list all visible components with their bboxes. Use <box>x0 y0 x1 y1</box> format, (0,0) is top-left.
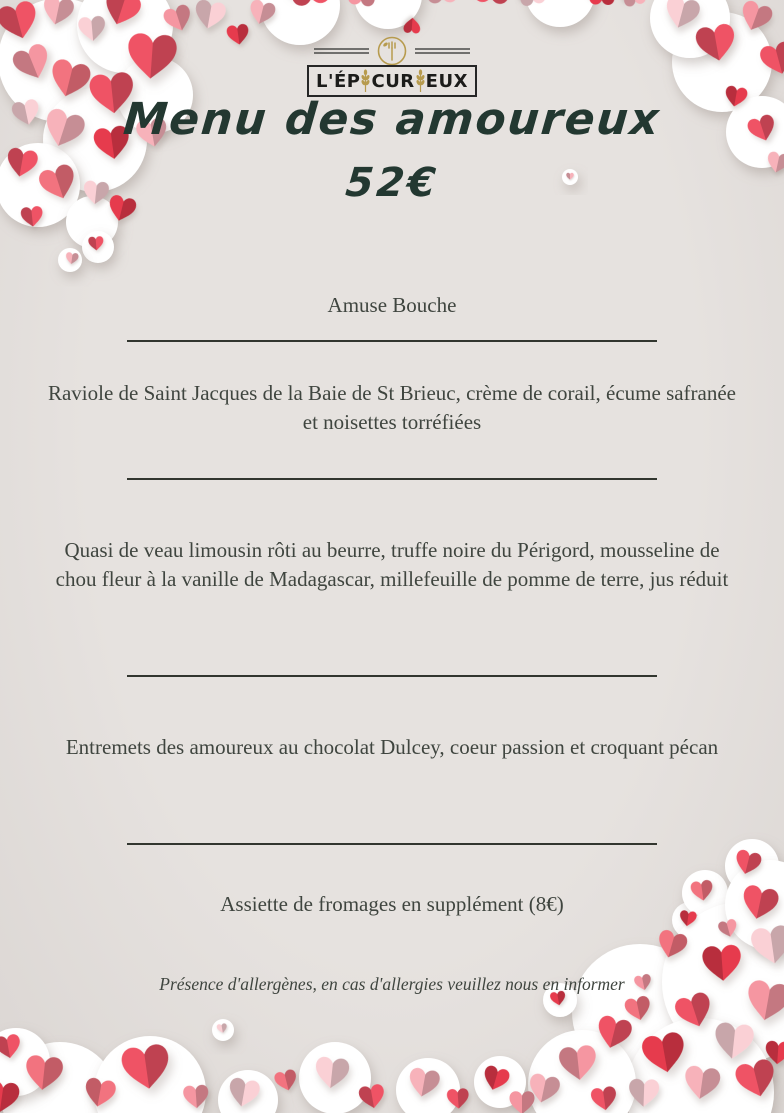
course-divider <box>127 340 657 342</box>
course-main: Quasi de veau limousin rôti au beurre, truffe noire du Périgord, mousseline de chou fleur à la vanille de Madagascar, millefeuille de pomme de terre, jus réduit <box>55 538 729 591</box>
fork-circle-icon <box>306 34 478 68</box>
wheat-icon <box>361 69 370 93</box>
menu-title: Menu des amoureux <box>121 94 663 145</box>
restaurant-logo <box>302 34 482 97</box>
course-divider <box>127 478 657 480</box>
logo-box <box>307 65 477 97</box>
course-divider <box>127 843 657 845</box>
course-divider <box>127 675 657 677</box>
course-amuse-bouche: Amuse Bouche <box>327 293 457 317</box>
course-dessert: Entremets des amoureux au chocolat Dulcey, coeur passion et croquant pécan <box>65 735 719 759</box>
wheat-icon <box>416 69 425 93</box>
course-cheese-supplement: Assiette de fromages en supplément (8€) <box>220 892 564 916</box>
logo-segment: L'ÉP <box>316 71 361 92</box>
course-starter: Raviole de Saint Jacques de la Baie de St Brieuc, crème de corail, écume safranée et noisettes torréfiées <box>47 381 737 434</box>
logo-text <box>316 69 468 92</box>
menu-price: 52€ <box>343 160 441 206</box>
allergen-note: Présence d'allergènes, en cas d'allergies veuillez nous en informer <box>159 974 625 994</box>
logo-segment: CUR <box>371 71 415 92</box>
logo-segment: EUX <box>425 71 468 92</box>
